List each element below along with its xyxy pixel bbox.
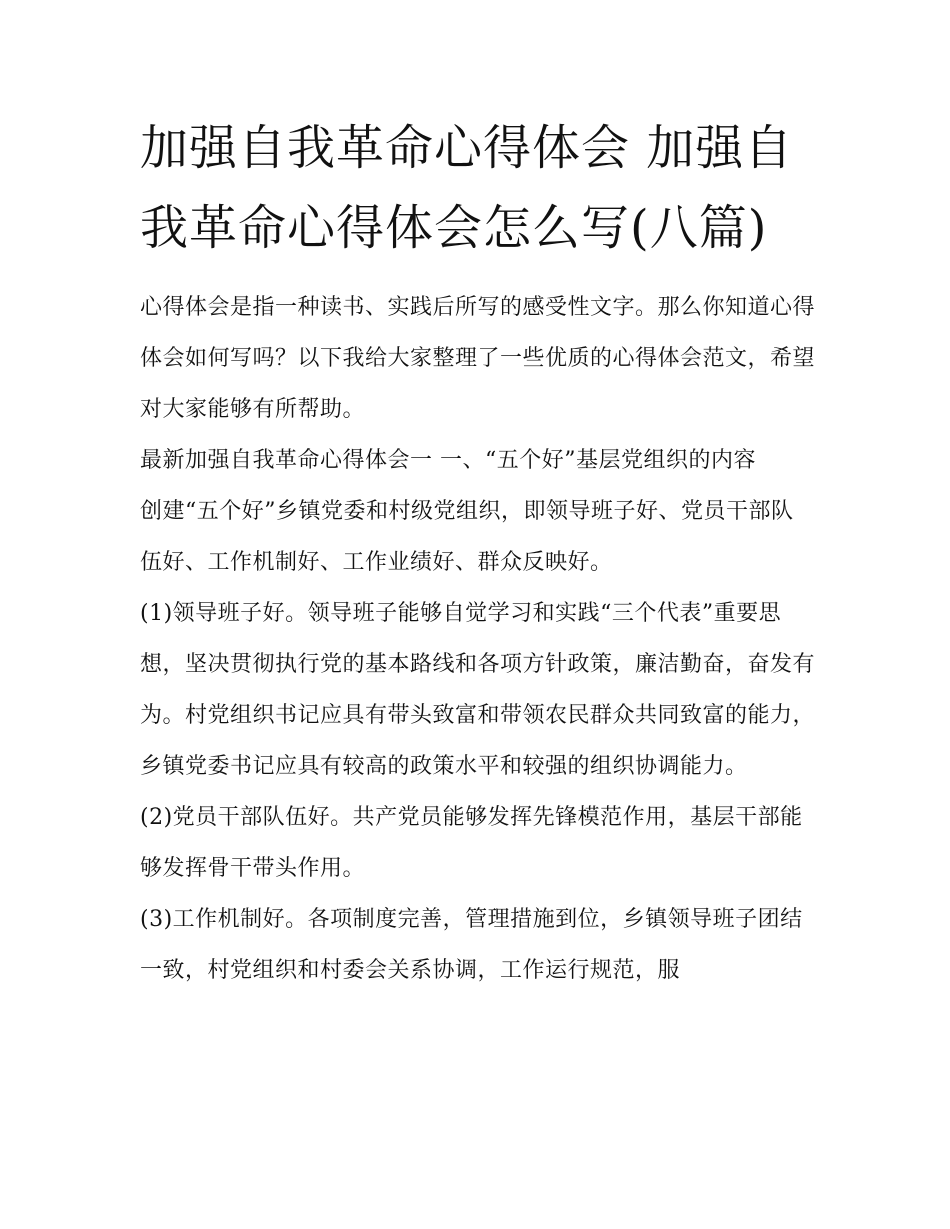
paragraph-intro: 心得体会是指一种读书、实践后所写的感受性文字。那么你知道心得体会如何写吗？以下我给大家整理了一些优质的心得体会范文，希望对大家能够有所帮助。 bbox=[140, 295, 816, 422]
document-title: 加强自我革命心得体会 加强自我革命心得体会怎么写(八篇) bbox=[140, 120, 794, 256]
paragraph-item-2: (2)党员干部队伍好。共产党员能够发挥先锋模范作用，基层干部能够发挥骨干带头作用。 bbox=[140, 805, 803, 881]
document-content bbox=[140, 108, 815, 996]
paragraph-section-heading: 最新加强自我革命心得体会一 一、“五个好”基层党组织的内容 bbox=[140, 448, 756, 473]
title-spacer bbox=[140, 268, 815, 282]
paragraph-item-3: (3)工作机制好。各项制度完善，管理措施到位，乡镇领导班子团结一致，村党组织和村委会关系协调，工作运行规范，服 bbox=[140, 907, 803, 983]
paragraph-item-1: (1)领导班子好。领导班子能够自觉学习和实践“三个代表”重要思想，坚决贯彻执行党的基本路线和各项方针政策，廉洁勤奋，奋发有为。村党组织书记应具有带头致富和带领农民群众共同致富的能力，乡镇党委书记应具有较高的政策水平和较强的组织协调能力。 bbox=[140, 601, 816, 779]
paragraph-five-goods: 创建“五个好”乡镇党委和村级党组织，即领导班子好、党员干部队伍好、工作机制好、工作业绩好、群众反映好。 bbox=[140, 499, 794, 575]
